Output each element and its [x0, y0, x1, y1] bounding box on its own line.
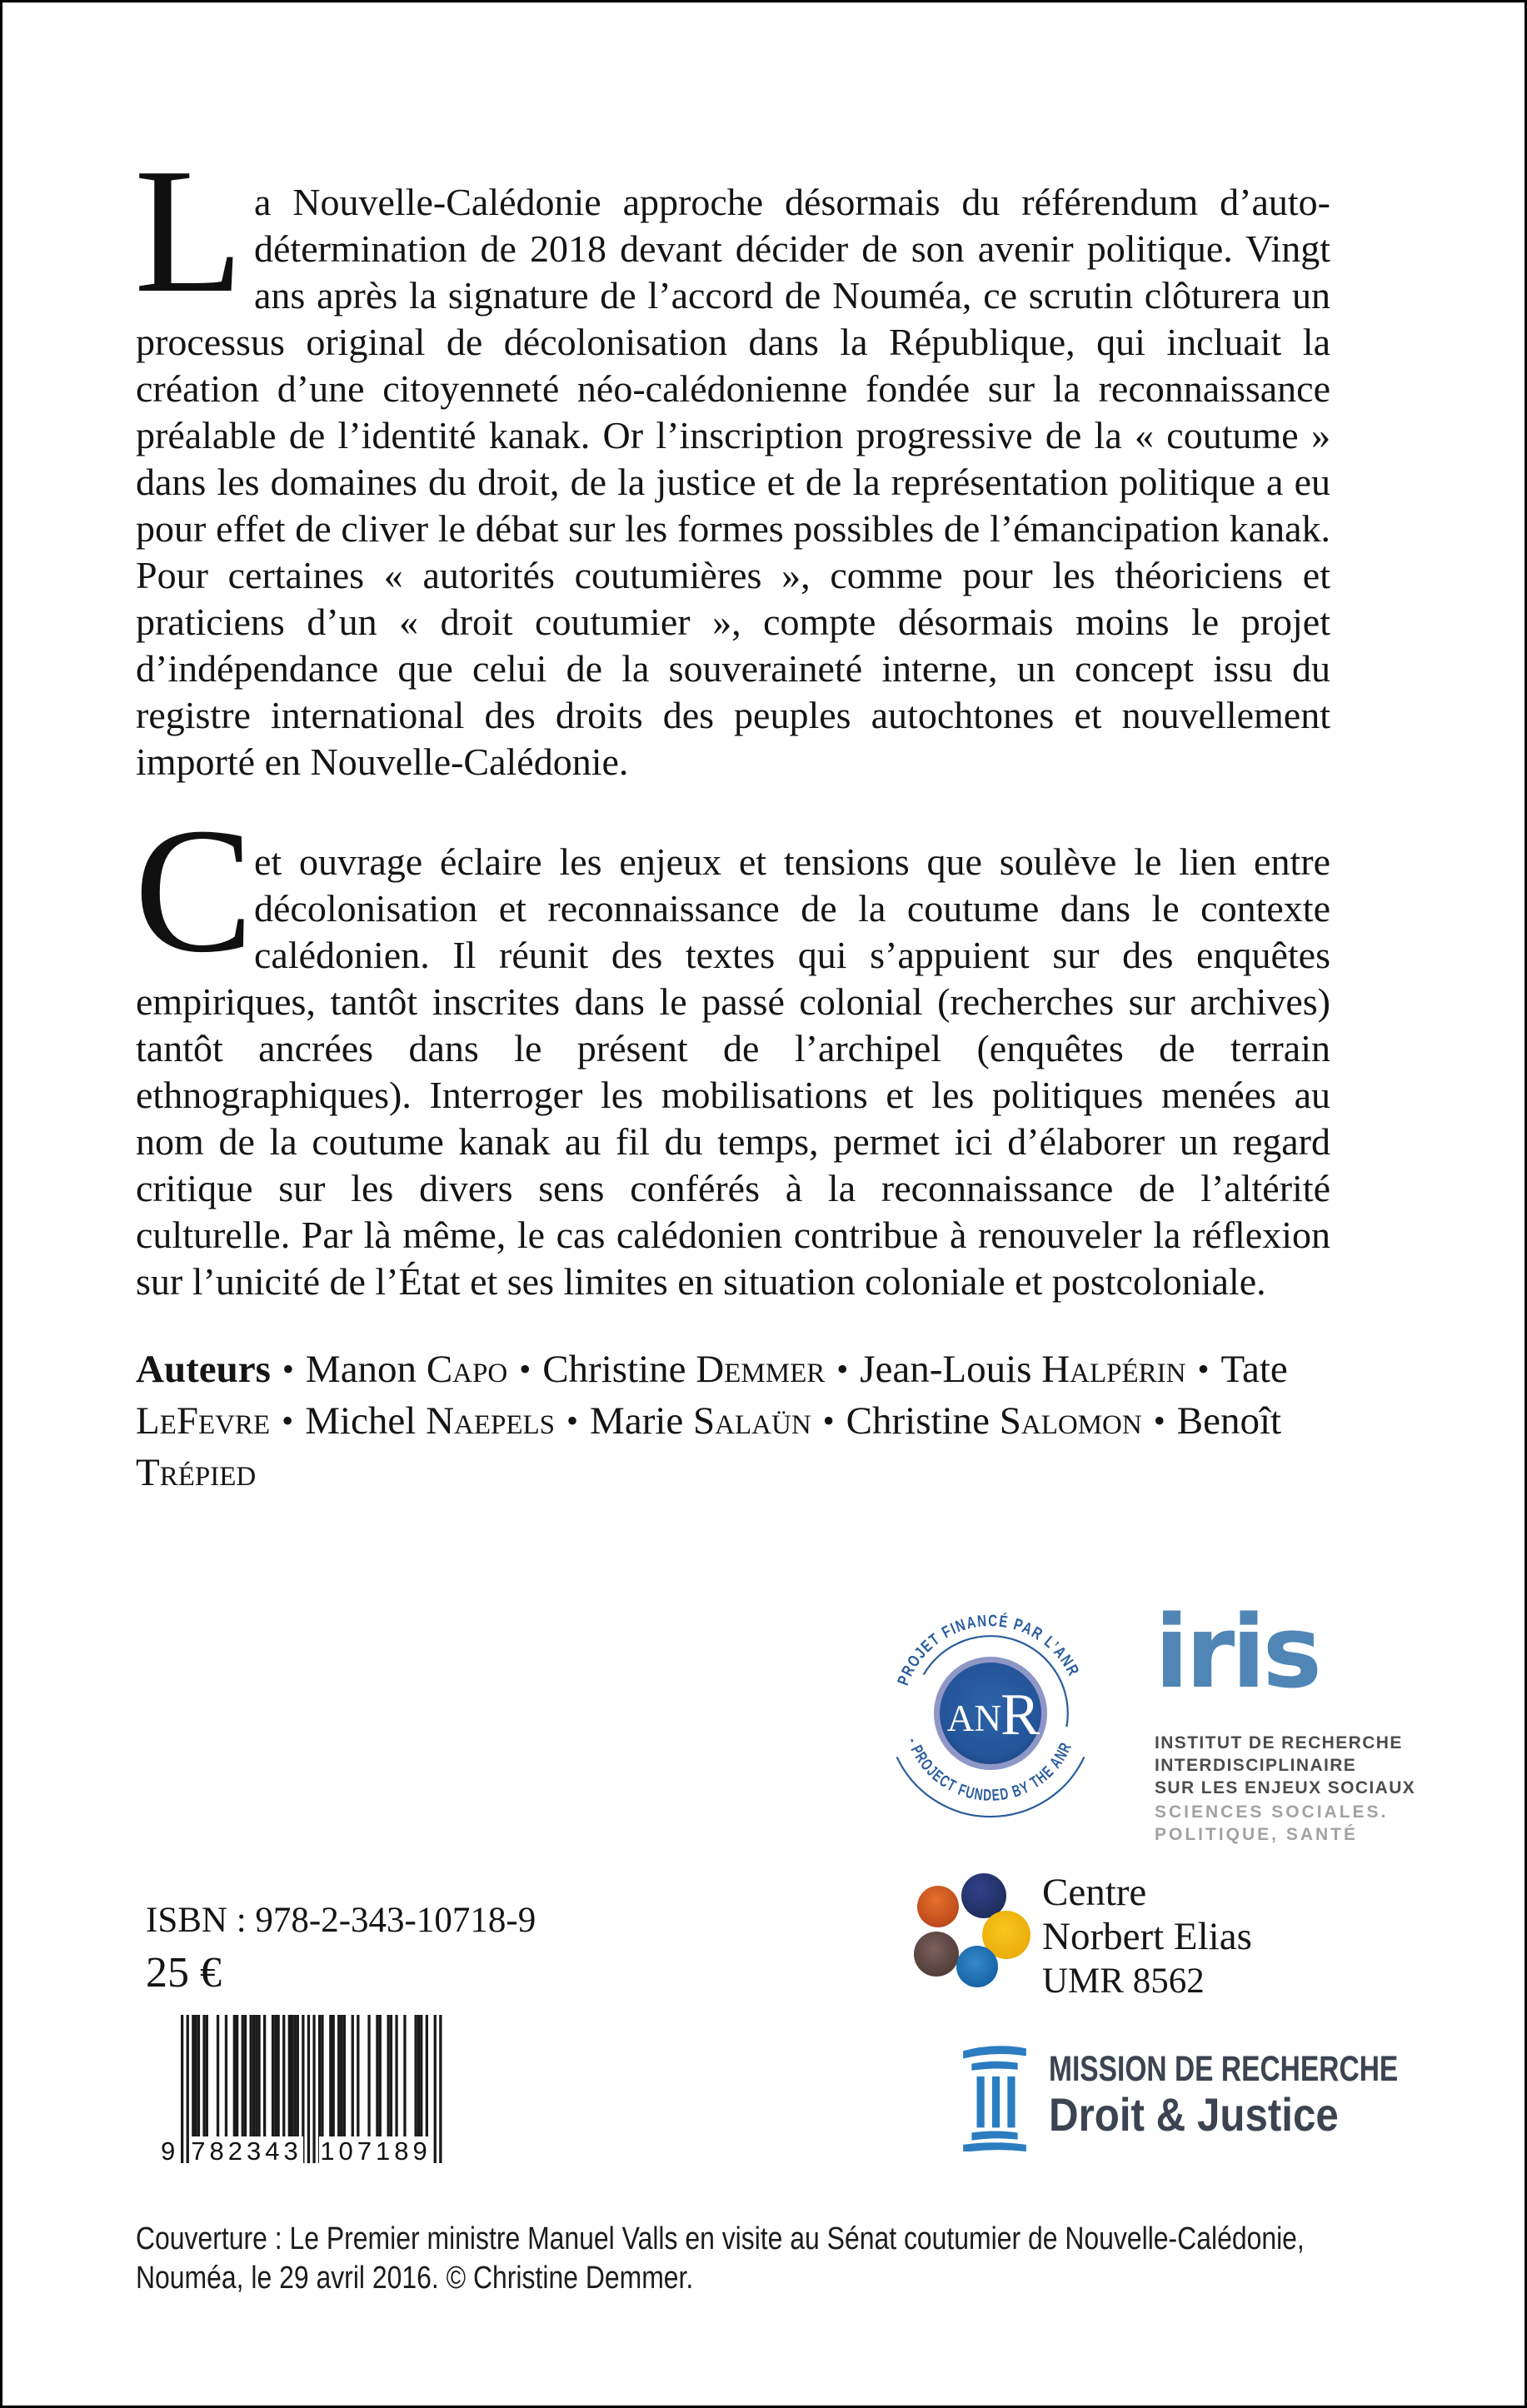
bullet-icon: • [822, 1402, 835, 1439]
anr-center-text-r: R [1001, 1683, 1040, 1748]
author-first-name: Manon [305, 1348, 427, 1391]
ean-digit-group: 782343 [191, 2136, 302, 2166]
iris-wordmark: iris [1155, 1595, 1319, 1711]
paragraph-text: a Nouvelle-Calédonie approche désormais du référendum d’auto-détermination de 2018 devant décider de son avenir politique. Vingt ans après la signature de l’accord de Nouméa, ce scrutin clôturera un processus original de décolonisation dans la République, qui incluait la création d’une citoyenneté néo-calédonienne fondée sur la reconnaissance préalable de l’identité kanak. Or l’inscription progressive de la « coutume » dans les domaines du droit, de la justice et de la représentation politique a eu pour effet de cliver le débat sur les formes possibles de l’émancipation kanak. Pour certaines « autorités coutumières », comme pour les théoriciens et praticiens d’un « droit coutumier », compte désormais moins le projet d’indépendance que celui de la souveraineté interne, un concept issu du registre international des droits des peuples autochtones et nouvellement importé en Nouvelle-Calédonie. [136, 181, 1330, 783]
iris-tagline-line: SUR LES ENJEUX SOCIAUX [1155, 1778, 1416, 1797]
author-first-name: Marie [590, 1399, 694, 1443]
column-icon [961, 2041, 1029, 2151]
mission-title-line2: Droit & Justice [1049, 2088, 1339, 2141]
author-last-name: Halpérin [1041, 1348, 1186, 1391]
anr-arc-bottom-text: - PROJECT FUNDED BY THE ANR [903, 1735, 1078, 1806]
author-first-name: Christine [542, 1348, 696, 1391]
bullet-icon: • [519, 1350, 531, 1388]
iris-tagline-line: POLITIQUE, SANTÉ [1155, 1825, 1359, 1844]
iris-tagline-line: INSTITUT DE RECHERCHE [1155, 1733, 1403, 1752]
ean-digit-group: 107189 [320, 2136, 432, 2166]
cne-line1: Centre [1042, 1871, 1147, 1914]
cne-line3: UMR 8562 [1042, 1962, 1205, 2001]
ean-digits [161, 2136, 454, 2166]
author-last-name: Salaün [693, 1399, 811, 1443]
anr-center-text-an: AN [946, 1698, 1002, 1740]
paragraph [134, 131, 1330, 785]
paragraph-text: et ouvrage éclaire les enjeux et tensions que soulève le lien entre décolonisation et reconnaissance de la coutume dans le contexte calédonien. Il réunit des textes qui s’appuient sur des enquêtes empiriques, tantôt inscrites dans le passé colonial (recherches sur archives) tantôt ancrées dans le présent de l’archipel (enquêtes de terrain ethnographiques). Interroger les mobilisations et les politiques menées au nom de la coutume kanak au fil du temps, permet ici d’élaborer un regard critique sur les divers sens conférés à la reconnaissance de l’altérité culturelle. Par là même, le cas calédonien contribue à renouveler la réflexion sur l’unicité de l’État et ses limites en situation coloniale et postcoloniale. [136, 840, 1330, 1303]
iris-tagline-line: INTERDISCIPLINAIRE [1155, 1756, 1357, 1775]
author-first-name: Tate [1220, 1348, 1288, 1391]
bullet-icon: • [566, 1402, 579, 1439]
cne-circle-orange [917, 1886, 959, 1927]
iris-tagline-light [1155, 1801, 1389, 1846]
bullet-icon: • [1153, 1402, 1165, 1439]
bullet-icon: • [282, 1402, 294, 1439]
author-last-name: Demmer [696, 1348, 826, 1391]
dropcap [134, 131, 254, 330]
anr-arc-top-text: PROJET FINANCÉ PAR L’ANR [894, 1611, 1085, 1688]
cne-line2: Norbert Elias [1042, 1915, 1252, 1958]
text-column [134, 131, 1330, 1498]
ean-digit-group: 9 [161, 2136, 180, 2166]
author-first-name: Christine [846, 1399, 1000, 1443]
mission-logo [1049, 2050, 1497, 2140]
authors-label: Auteurs [136, 1348, 271, 1391]
ean-barcode [161, 2015, 454, 2166]
bullet-icon: • [1197, 1350, 1210, 1388]
body-paragraphs [134, 131, 1330, 1305]
iris-logo [1155, 1595, 1416, 1846]
price-label: 25 € [146, 1949, 222, 1997]
mission-title-line1: MISSION DE RECHERCHE [1049, 2049, 1399, 2089]
authors-list [136, 1348, 1288, 1494]
anr-logo [886, 1608, 1095, 1818]
dropcap-letter: C [134, 790, 254, 990]
cne-flower-icon [911, 1871, 1035, 1994]
cne-title [1042, 1871, 1252, 2003]
author-last-name: LeFevre [136, 1399, 271, 1443]
bullet-icon: • [836, 1350, 849, 1388]
dropcap [134, 790, 254, 990]
author-last-name: Naepels [426, 1399, 556, 1443]
dropcap-letter: L [134, 131, 244, 330]
bullet-icon: • [282, 1350, 294, 1388]
cne-circle-brown [914, 1932, 959, 1977]
author-first-name: Jean-Louis [860, 1348, 1042, 1391]
cover-caption: Couverture : Le Premier ministre Manuel Valls en visite au Sénat coutumier de Nouvelle-Calédonie, Nouméa, le 29 avril 2016. © Christine Demmer. [136, 2221, 1305, 2296]
author-last-name: Salomon [999, 1399, 1142, 1443]
author-last-name: Capo [426, 1348, 508, 1391]
author-last-name: Trépied [136, 1451, 257, 1494]
paragraph [134, 790, 1330, 1305]
cne-circle-navy [961, 1873, 1006, 1918]
authors-block [136, 1344, 1330, 1498]
author-first-name: Michel [305, 1399, 427, 1443]
iris-tagline-dark [1155, 1732, 1416, 1799]
author-first-name: Benoît [1176, 1399, 1282, 1443]
iris-tagline-line: SCIENCES SOCIALES. [1155, 1802, 1389, 1822]
cne-circle-blue [956, 1946, 998, 1987]
isbn-label: ISBN : 978-2-343-10718-9 [146, 1901, 536, 1940]
